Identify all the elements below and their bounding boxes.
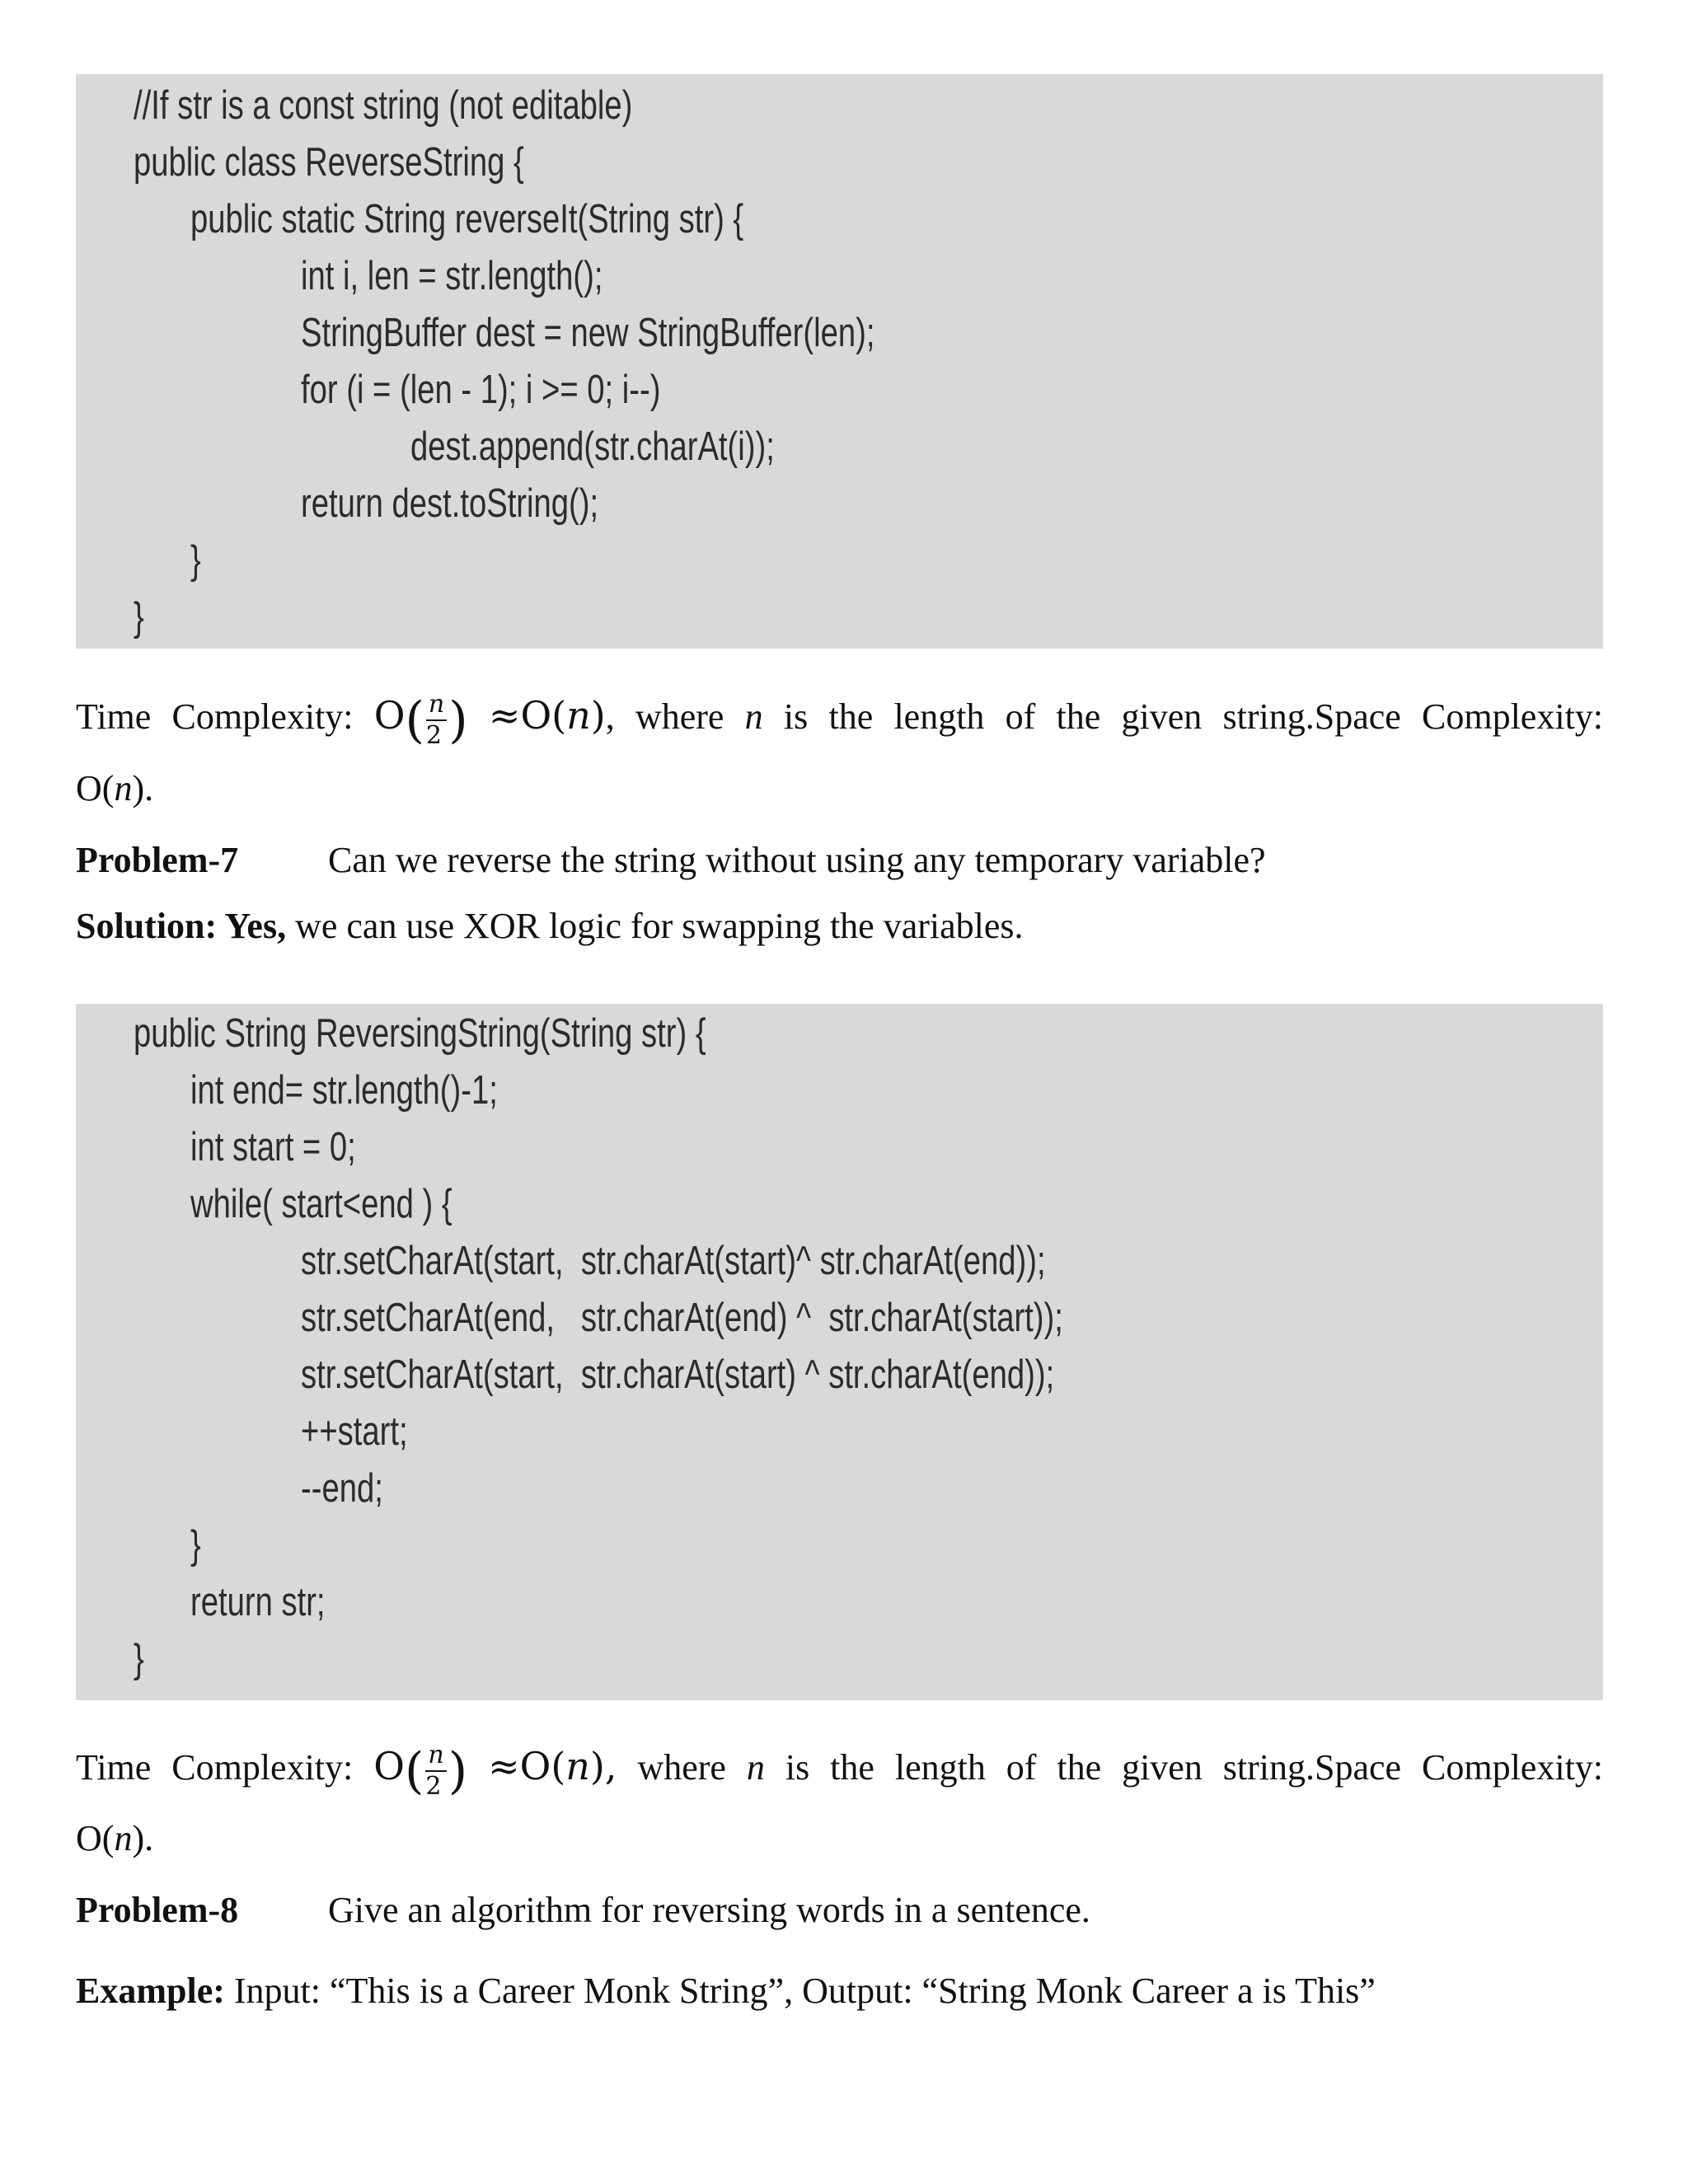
- code-line: int end= str.length()-1;: [190, 1068, 498, 1113]
- example-paragraph: Example: Input: “This is a Career Monk String”, Output: “String Monk Career a is This”: [76, 1971, 1376, 2011]
- code-line: }: [190, 1523, 201, 1568]
- problem-label: Problem-8: [76, 1890, 239, 1930]
- code-line: str.setCharAt(start, str.charAt(start) ^ str.charAt(end));: [301, 1352, 1055, 1397]
- code-line: public String ReversingString(String str) {: [134, 1011, 706, 1056]
- code-block-reversing-string-xor: [76, 1004, 1603, 1700]
- space-complexity-value: O(n).: [76, 768, 154, 808]
- code-line: int start = 0;: [190, 1125, 356, 1169]
- time-complexity-paragraph: Time Complexity: O( $\frac{n}{2}$ ) ≈O(n), where n is the length of the given string.Space Complexity:: [76, 1741, 1604, 1801]
- code-line: --end;: [301, 1466, 383, 1511]
- code-line: str.setCharAt(start, str.charAt(start)^ str.charAt(end));: [301, 1239, 1046, 1283]
- code-line: dest.append(str.charAt(i));: [410, 424, 775, 469]
- code-line: int i, len = str.length();: [301, 254, 603, 298]
- code-line: }: [190, 538, 201, 583]
- fraction-n-over-2: $\frac{n}{2}$: [425, 1743, 446, 1799]
- code-line: ++start;: [301, 1409, 408, 1454]
- time-complexity-paragraph: Time Complexity: O( $\frac{n}{2}$ ) ≈O(n), where n is the length of the given string.Space Complexity:: [76, 690, 1604, 750]
- code-line: return str;: [190, 1580, 326, 1624]
- solution-paragraph: Solution: Yes, we can use XOR logic for swapping the variables.: [76, 906, 1024, 946]
- code-line: while( start<end ) {: [190, 1182, 452, 1226]
- problem-text: Can we reverse the string without using any temporary variable?: [328, 840, 1266, 880]
- problem-text: Give an algorithm for reversing words in a sentence.: [328, 1890, 1090, 1930]
- code-block-reverse-string: [76, 74, 1603, 649]
- code-line: }: [134, 1637, 144, 1681]
- code-line: public static String reverseIt(String str) {: [190, 197, 744, 241]
- code-line: public class ReverseString {: [134, 140, 524, 185]
- code-line: return dest.toString();: [301, 481, 599, 526]
- problem-label: Problem-7: [76, 840, 239, 880]
- code-line: }: [134, 595, 144, 640]
- space-complexity-value: O(n).: [76, 1818, 154, 1858]
- code-line: StringBuffer dest = new StringBuffer(len);: [301, 311, 875, 355]
- code-line: //If str is a const string (not editable): [134, 83, 633, 128]
- fraction-n-over-2: $\frac{n}{2}$: [426, 692, 447, 748]
- code-line: for (i = (len - 1); i >= 0; i--): [301, 368, 661, 412]
- code-line: str.setCharAt(end, str.charAt(end) ^ str.charAt(start));: [301, 1296, 1063, 1340]
